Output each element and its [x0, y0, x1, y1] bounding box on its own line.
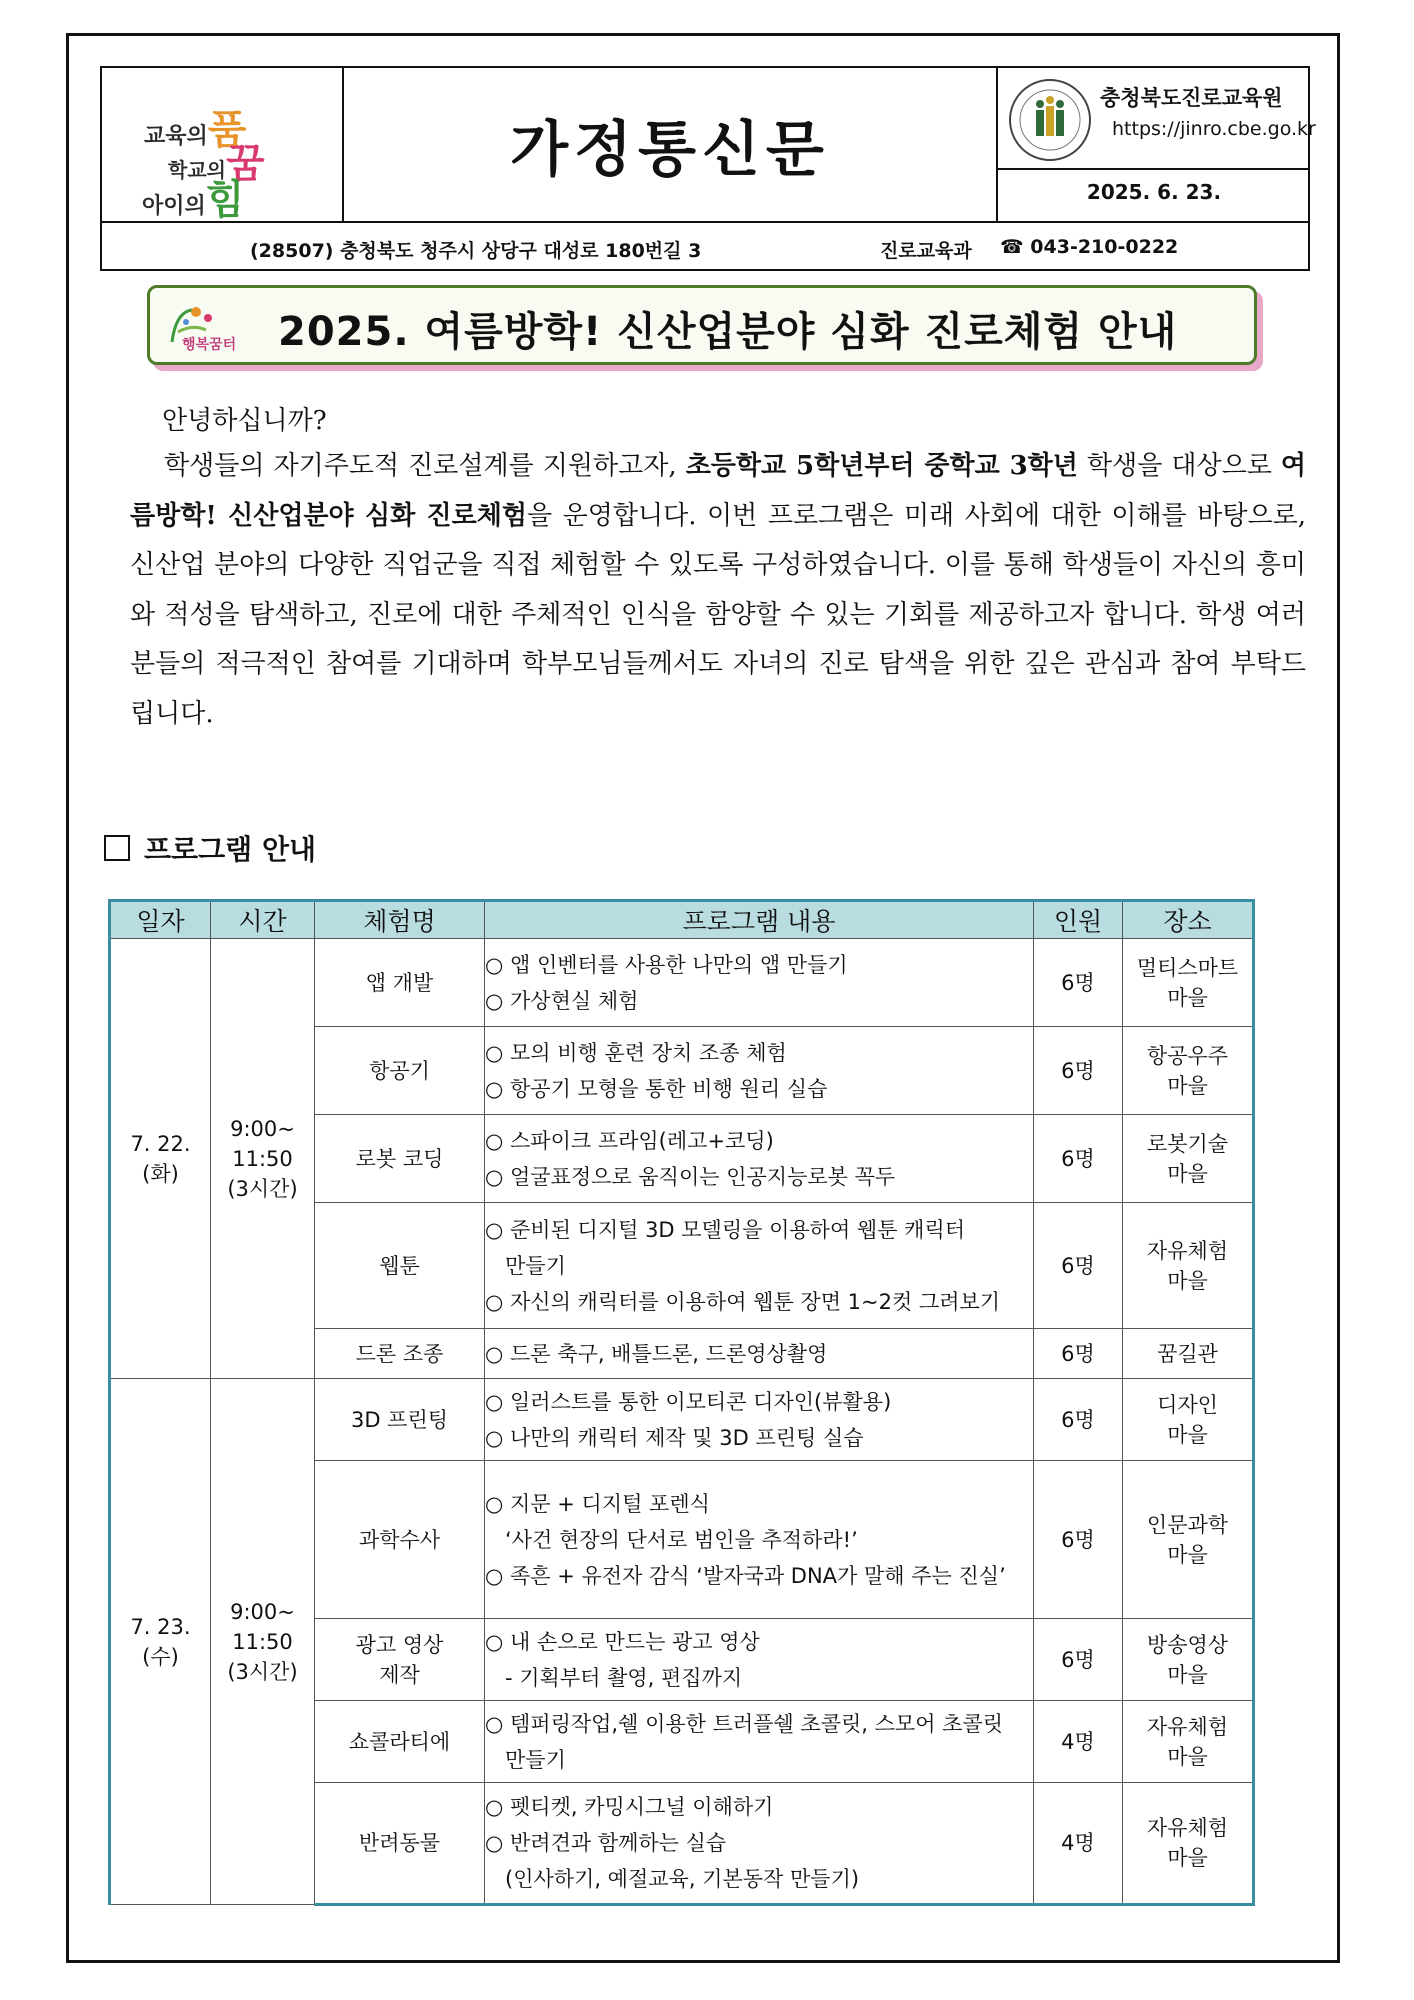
people-cell: 6명 — [1034, 1115, 1123, 1203]
header-name: 체험명 — [315, 901, 485, 939]
logo-big-3: 힘 — [205, 176, 245, 223]
program-name-cell: 로봇 코딩 — [315, 1115, 485, 1203]
address-row — [102, 221, 1308, 271]
program-name: 여름방학! 신산업분야 심화 진로체험 — [130, 451, 1306, 531]
logo-text-1: 교육의 — [144, 123, 208, 149]
people-cell: 4명 — [1034, 1783, 1123, 1905]
program-content-cell: ○ 일러스트를 통한 이모티콘 디자인(뷰활용) ○ 나만의 캐릭터 제작 및 3D 프린팅 실습 — [485, 1379, 1034, 1461]
title-banner — [147, 285, 1257, 365]
people-cell: 4명 — [1034, 1701, 1123, 1783]
logo-big-2: 꿈 — [225, 140, 265, 187]
program-content-cell: ○ 지문 + 디지털 포렌식 ‘사건 현장의 단서로 범인을 추적하라!’ ○ 족흔 + 유전자 감식 ‘발자국과 DNA가 말해 주는 진실’ — [485, 1461, 1034, 1619]
people-cell: 6명 — [1034, 1203, 1123, 1329]
program-content-cell: ○ 드론 축구, 배틀드론, 드론영상촬영 — [485, 1329, 1034, 1379]
phone-number: ☎ 043-210-0222 — [1000, 236, 1179, 258]
place-cell: 항공우주 마을 — [1123, 1027, 1254, 1115]
place-cell: 멀티스마트 마을 — [1123, 939, 1254, 1027]
time-cell: 9:00~ 11:50 (3시간) — [211, 939, 315, 1379]
program-name-cell: 웹툰 — [315, 1203, 485, 1329]
table-row — [110, 939, 1254, 1027]
program-content-cell: ○ 모의 비행 훈련 장치 조종 체험 ○ 항공기 모형을 통한 비행 원리 실습 — [485, 1027, 1034, 1115]
place-cell: 자유체험 마을 — [1123, 1203, 1254, 1329]
header-place: 장소 — [1123, 901, 1254, 939]
program-name-cell: 쇼콜라티에 — [315, 1701, 485, 1783]
date-cell: 7. 22. (화) — [110, 939, 211, 1379]
place-cell: 자유체험 마을 — [1123, 1783, 1254, 1905]
document-title: 가정통신문 — [510, 114, 830, 185]
program-name-cell: 과학수사 — [315, 1461, 485, 1619]
program-name-cell: 광고 영상 제작 — [315, 1619, 485, 1701]
program-table — [108, 899, 1255, 1906]
organization-seal-icon — [1006, 76, 1094, 164]
letter-header — [100, 66, 1316, 271]
place-cell: 자유체험 마을 — [1123, 1701, 1254, 1783]
program-content-cell: ○ 앱 인벤터를 사용한 나만의 앱 만들기 ○ 가상현실 체험 — [485, 939, 1034, 1027]
program-name-cell: 반려동물 — [315, 1783, 485, 1905]
people-cell: 6명 — [1034, 1027, 1123, 1115]
postal-address: (28507) 충청북도 청주시 상당구 대성로 180번길 3 — [250, 240, 702, 262]
place-cell: 로봇기술 마을 — [1123, 1115, 1254, 1203]
program-name-cell: 3D 프린팅 — [315, 1379, 485, 1461]
time-cell: 9:00~ 11:50 (3시간) — [211, 1379, 315, 1905]
program-name-cell: 앱 개발 — [315, 939, 485, 1027]
logo-big-1: 품 — [207, 106, 247, 153]
people-cell: 6명 — [1034, 1461, 1123, 1619]
header-content: 프로그램 내용 — [485, 901, 1034, 939]
table-header-row — [110, 901, 1254, 939]
checkbox-square-icon — [104, 835, 130, 861]
logo-text-2: 학교의 — [168, 158, 226, 182]
target-grades: 초등학교 5학년부터 중학교 3학년 — [685, 451, 1078, 481]
organization-url: https://jinro.cbe.go.kr — [1112, 118, 1316, 140]
table-row — [110, 1379, 1254, 1461]
place-cell: 디자인 마을 — [1123, 1379, 1254, 1461]
organization-name: 충청북도진로교육원 — [1100, 86, 1283, 110]
program-content-cell: ○ 템퍼링작업,쉘 이용한 트러플쉘 초콜릿, 스모어 초콜릿 만들기 — [485, 1701, 1034, 1783]
greeting: 안녕하십니까? — [162, 406, 327, 436]
program-content-cell: ○ 준비된 디지털 3D 모델링을 이용하여 웹툰 캐릭터 만들기 ○ 자신의 캐릭터를 이용하여 웹툰 장면 1~2컷 그려보기 — [485, 1203, 1034, 1329]
program-name-cell: 드론 조종 — [315, 1329, 485, 1379]
header-time: 시간 — [211, 901, 315, 939]
education-logo — [102, 68, 344, 221]
header-date: 일자 — [110, 901, 211, 939]
program-content-cell: ○ 펫티켓, 카밍시그널 이해하기 ○ 반려견과 함께하는 실습 (인사하기, 예절교육, 기본동작 만들기) — [485, 1783, 1034, 1905]
people-cell: 6명 — [1034, 939, 1123, 1027]
place-cell: 인문과학 마을 — [1123, 1461, 1254, 1619]
people-cell: 6명 — [1034, 1379, 1123, 1461]
issue-date: 2025. 6. 23. — [1086, 180, 1222, 204]
banner-logo-text: 행복꿈터 — [182, 337, 237, 353]
intro-paragraph: 학생들의 자기주도적 진로설계를 지원하고자, 초등학교 5학년부터 중학교 3학년 학생을 대상으로 여름방학! 신산업분야 심화 진로체험을 운영합니다. 이번 프로그램은 미래 사회에 대한 이해를 바탕으로, 신산업 분야의 다양한 직업군을 직접 체험할 수 있도록 구성하였습니다. 이를 통해 학생들이 자신의 흥미와 적성을 탐색하고, 진로에 대한 주체적인 인식을 함양할 수 있는 기회를 제공하고자 합니다. 학생 여러분들의 적극적인 참여를 기대하며 학부모님들께서도 자녀의 진로 탐색을 위한 깊은 관심과 참여 부탁드립니다. — [130, 451, 1306, 729]
program-content-cell: ○ 스파이크 프라임(레고+코딩) ○ 얼굴표정으로 움직이는 인공지능로봇 꼭두 — [485, 1115, 1034, 1203]
program-name-cell: 항공기 — [315, 1027, 485, 1115]
people-cell: 6명 — [1034, 1619, 1123, 1701]
header-people: 인원 — [1034, 901, 1123, 939]
banner-title: 2025. 여름방학! 신산업분야 심화 진로체험 안내 — [278, 309, 1178, 355]
people-cell: 6명 — [1034, 1329, 1123, 1379]
logo-text-3: 아이의 — [142, 193, 206, 219]
organization-block — [996, 68, 1316, 221]
date-cell: 7. 23. (수) — [110, 1379, 211, 1905]
department: 진로교육과 — [880, 240, 972, 262]
program-content-cell: ○ 내 손으로 만드는 광고 영상 - 기획부터 촬영, 편집까지 — [485, 1619, 1034, 1701]
section-heading: 프로그램 안내 — [104, 828, 316, 868]
place-cell: 방송영상 마을 — [1123, 1619, 1254, 1701]
place-cell: 꿈길관 — [1123, 1329, 1254, 1379]
